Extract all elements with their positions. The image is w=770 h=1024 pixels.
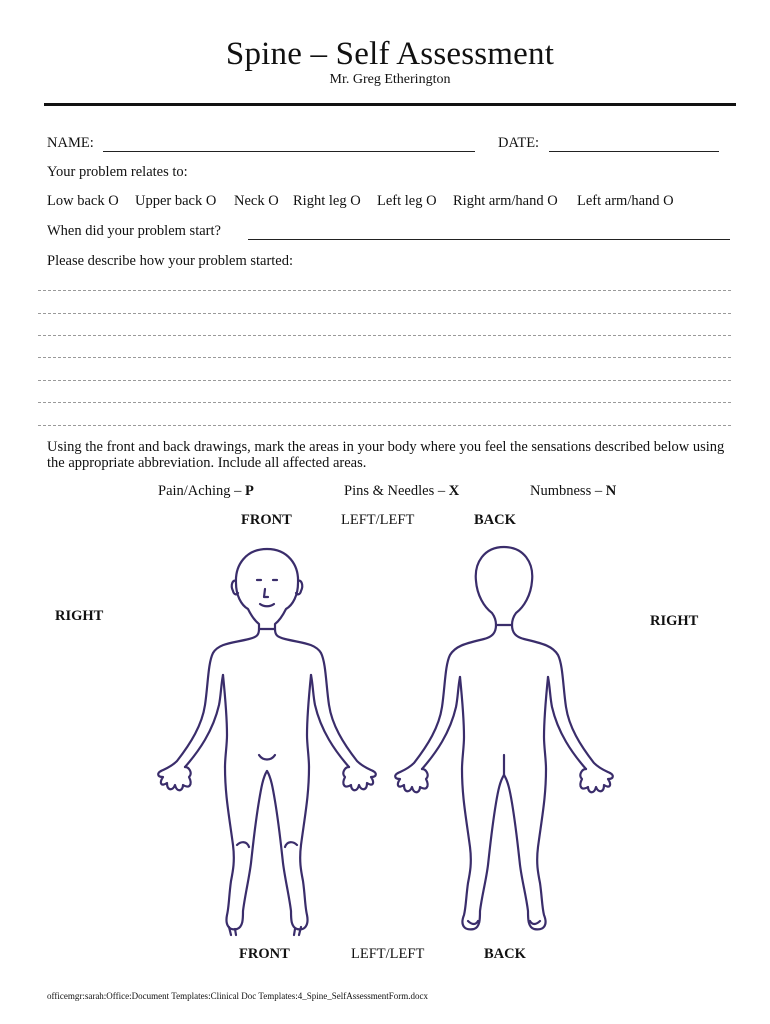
- option-left-arm-hand[interactable]: Left arm/hand O: [577, 193, 674, 209]
- name-field[interactable]: [103, 151, 475, 152]
- start-field[interactable]: [248, 239, 730, 240]
- date-label: DATE:: [498, 135, 540, 151]
- page-subtitle: Mr. Greg Etherington: [329, 72, 451, 87]
- describe-question: Please describe how your problem started:: [47, 253, 294, 269]
- back-body-figure[interactable]: [392, 545, 617, 935]
- option-right-arm-hand[interactable]: Right arm/hand O: [453, 193, 558, 209]
- start-question: When did your problem start?: [47, 223, 221, 239]
- describe-line[interactable]: [38, 425, 731, 426]
- page-title: Spine – Self Assessment: [225, 36, 555, 72]
- describe-line[interactable]: [38, 380, 731, 381]
- front-body-figure[interactable]: [155, 545, 380, 935]
- legend-pain-code: P: [245, 483, 254, 499]
- option-left-leg[interactable]: Left leg O: [377, 193, 437, 209]
- legend-numb: [530, 483, 616, 500]
- label-front-top: FRONT: [241, 512, 292, 528]
- legend-numb-code: N: [605, 483, 617, 499]
- option-right-leg[interactable]: Right leg O: [293, 193, 361, 209]
- label-back-top: BACK: [474, 512, 516, 528]
- legend-pins-label: Pins & Needles –: [344, 483, 449, 499]
- legend-pins: [344, 483, 459, 500]
- describe-line[interactable]: [38, 335, 731, 336]
- option-low-back[interactable]: Low back O: [47, 193, 119, 209]
- name-label: NAME:: [47, 135, 94, 151]
- problem-relates-label: Your problem relates to:: [47, 164, 188, 180]
- label-leftleft-top: LEFT/LEFT: [341, 512, 415, 528]
- legend-pain-label: Pain/Aching –: [158, 483, 245, 499]
- describe-line[interactable]: [38, 290, 731, 291]
- option-neck[interactable]: Neck O: [234, 193, 279, 209]
- date-field[interactable]: [549, 151, 719, 152]
- legend-pins-code: X: [448, 483, 460, 499]
- label-right-left-side: RIGHT: [55, 608, 104, 624]
- label-right-right-side: RIGHT: [650, 613, 699, 629]
- legend-numb-label: Numbness –: [530, 483, 606, 499]
- instructions-text: Using the front and back drawings, mark the areas in your body where you feel the sensations described below using the appropriate abbreviation. Include all affected areas.: [47, 439, 725, 471]
- label-leftleft-bottom: LEFT/LEFT: [351, 946, 425, 962]
- legend-pain: [158, 483, 254, 500]
- label-front-bottom: FRONT: [239, 946, 290, 962]
- describe-line[interactable]: [38, 402, 731, 403]
- describe-line[interactable]: [38, 357, 731, 358]
- label-back-bottom: BACK: [484, 946, 526, 962]
- describe-line[interactable]: [38, 313, 731, 314]
- footer-file-path: officemgr:sarah:Office:Document Templates:Clinical Doc Templates:4_Spine_SelfAssessmentForm.docx: [47, 991, 428, 1001]
- option-upper-back[interactable]: Upper back O: [135, 193, 217, 209]
- header-divider: [44, 103, 736, 106]
